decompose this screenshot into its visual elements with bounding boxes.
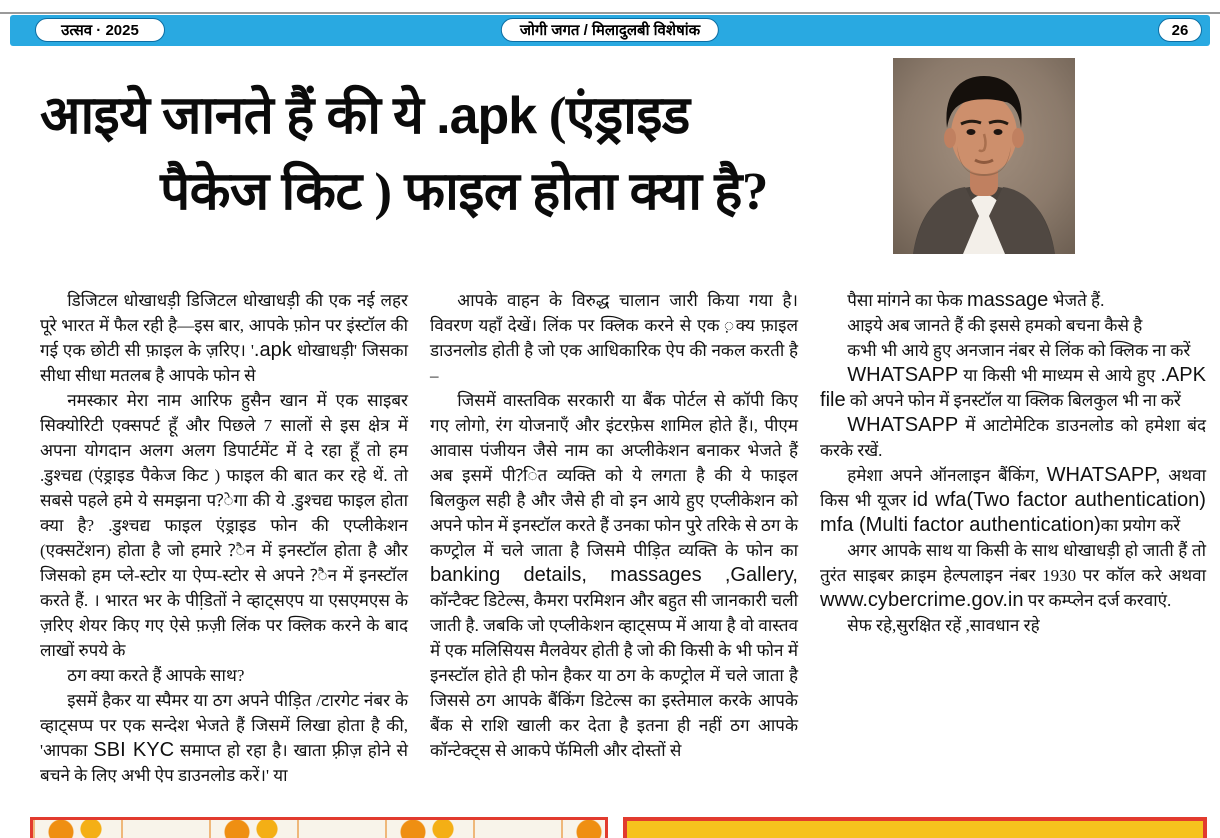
headline-line-2	[40, 154, 888, 230]
author-portrait-illustration	[893, 58, 1075, 254]
devanagari-text: समाप्त हो रहा है। खाता फ़्रीज़ होने से बचने के लिए अभी ऐप डाउनलोड करें।' या	[40, 741, 408, 785]
latin-text: massage	[966, 289, 1049, 311]
latin-text: .APK file	[820, 364, 1206, 411]
devanagari-text: पैसा मांगने का फेक	[847, 291, 967, 310]
devanagari-text: हमेशा अपने ऑनलाइन बैंकिंग,	[847, 466, 1047, 485]
devanagari-text: आपके वाहन के विरुद्ध चालान जारी किया गया है। विवरण यहाँ देखें। लिंक पर क्लिक करने से एक ़क्य फ़ाइल डाउनलोड होती है जो एक आधिकारिक ऐप की नकल करती है –	[430, 291, 798, 385]
latin-text: WHATSAPP	[847, 364, 959, 386]
devanagari-text: पर कम्प्लेन दर्ज करवाएं.	[1023, 591, 1172, 610]
paragraph	[40, 388, 408, 663]
devanagari-text: इसमें हैकर या स्पैमर या ठग अपने पीड़ित /टारगेट नंबर के व्हाट्सप्प पर एक सन्देश भेजते हैं जिसमें लिखा होता है की, 'आपका	[40, 691, 408, 760]
devanagari-text: आइये जानते हैं की ये	[40, 87, 437, 145]
devanagari-text: पैकेज किट ) फाइल होता क्या है?	[160, 163, 768, 221]
paragraph	[820, 363, 1206, 413]
page-number-badge: 26	[1158, 18, 1202, 42]
paragraph	[40, 688, 408, 788]
top-rule	[0, 12, 1220, 14]
paragraph	[820, 338, 1206, 363]
latin-text: .apk	[436, 87, 537, 145]
paragraph	[820, 313, 1206, 338]
latin-text: WHATSAPP	[847, 414, 959, 436]
masthead-bar	[10, 15, 1210, 46]
devanagari-text: धोखाधड़ी' जिसका सीधा सीधा मतलब है आपके फोन से	[40, 341, 408, 385]
devanagari-text: का प्रयोग करें	[1100, 516, 1181, 535]
latin-text: WHATSAPP,	[1046, 464, 1161, 486]
article-headline	[40, 78, 888, 230]
devanagari-text: या किसी भी माध्यम से आये हुए	[958, 366, 1161, 385]
author-photo	[893, 58, 1075, 254]
paragraph	[820, 538, 1206, 613]
latin-text: id wfa(Two factor authentication) mfa (Multi factor authentication)	[820, 489, 1206, 536]
paragraph	[430, 288, 798, 388]
latin-text: .apk	[253, 339, 292, 361]
devanagari-text: सेफ रहे,सुरक्षित रहें ,सावधान रहे	[847, 616, 1040, 635]
bottom-left-ad-box	[30, 817, 608, 838]
devanagari-text: आइये अब जानते हैं की इससे हमको बचना कैसे है	[847, 316, 1143, 335]
devanagari-text: को अपने फोन में इनस्टॉल या क्लिक बिलकुल भी ना करें	[845, 391, 1181, 410]
article-body	[40, 288, 1206, 788]
article-column-3	[820, 288, 1206, 788]
devanagari-text: ठग क्या करते हैं आपके साथ?	[67, 666, 245, 685]
paragraph	[430, 388, 798, 763]
bottom-right-ad-box	[623, 817, 1207, 838]
paragraph	[40, 288, 408, 388]
paragraph	[820, 413, 1206, 463]
devanagari-text: जिसमें वास्तविक सरकारी या बैंक पोर्टल से कॉपी किए गए लोगो, रंग योजनाएँ और इंटरफ़ेस शामिल होते हैं।, पीएम आवास पंजीयन जैसे नाम का अप्लीकेशन बनाकर भेजते हैं अब इसमें पी?ित व्यक्ति को ये लगता है की ये फाइल बिलकुल सही है और जैसे ही वो इन आये हुए एप्लीकेशन को अपने फोन में इनस्टॉल करते हैं उनका फोन पुरे तरिके से ठग के कण्ट्रोल में चले जाता है जिसमे पीड़ित व्यक्ति के फोन का	[430, 391, 798, 560]
paragraph	[820, 463, 1206, 538]
devanagari-text: डिजिटल धोखाधड़ी डिजिटल धोखाधड़ी की एक नई लहर पूरे भारत में फैल रही है—इस बार, आपके फ़ोन पर इंस्टॉल की गई एक छोटी सी फ़ाइल के ज़रिए। '	[40, 291, 408, 360]
paragraph	[820, 613, 1206, 638]
devanagari-text: भेजते हैं.	[1048, 291, 1105, 310]
paragraph	[40, 663, 408, 688]
publication-title-badge: जोगी जगत / मिलादुलबी विशेषांक	[501, 18, 719, 42]
devanagari-text: नमस्कार मेरा नाम आरिफ हुसैन खान में एक साइबर सिक्योरिटी एक्सपर्ट हूँ और पिछले 7 सालों से इस क्षेत्र में अपना योगदान अलग अलग डिपार्टमेंट में दे रहा हूँ तो हम .डुश्चद्य (एंड्राइड पैकेज किट ) फाइल की बात कर रहे थें. तो सबसे पहले हमे ये समझना प?ेगा की ये .डुश्चद्य फाइल होता क्या है? .डुश्चद्य फाइल एंड्राइड फोन की एप्लीकेशन (एक्सटेंशन) होता है जो हमारे ?ैन में इनस्टॉल होता है और जिसको हम प्ले-स्टोर या ऐप्प-स्टोर से अपने ?ैन में इनस्टॉल करते हैं. । भारत भर के पीडि़तों ने व्हाट्सएप या एसएमएस के ज़रिए शेयर किए गए ऐसे फ़ज़ी लिंक पर क्लिक करने के बाद लाखों रुपये के	[40, 391, 408, 660]
devanagari-text: में आटोमेटिक डाउनलोड को हमेशा बंद करके रखें.	[820, 416, 1206, 460]
latin-text: banking details, massages ,Gallery,	[430, 564, 798, 586]
devanagari-text: (एंड्राइड	[536, 87, 690, 145]
latin-text: SBI KYC	[93, 739, 175, 761]
devanagari-text: कभी भी आये हुए अनजान नंबर से लिंक को क्लिक ना करें	[847, 341, 1191, 360]
headline-line-1	[40, 78, 888, 154]
article-column-2	[430, 288, 798, 788]
paragraph	[820, 288, 1206, 313]
devanagari-text: कॉन्टैक्ट डिटेल्स, कैमरा परमिशन और बहुत सी जानकारी चली जाती है. जबकि जो एप्लीकेशन व्हाट्सप्प में आया है वो वास्तव में एक मलिसियस मैलवेयर होती है जो की किसी के भी फोन में इनस्टॉल होते ही फोन हैकर या ठग के कण्ट्रोल में चले जाता है जिससे ठग आपके बैंकिंग डिटेल्स का इस्तेमाल करके आपके बैंक से राशि खाली कर देता है इतना ही नहीं ठग आपके कॉन्टेक्ट्स से आकपे फॅमिली और दोस्तों से	[430, 591, 798, 760]
edition-badge: उत्सव · 2025	[35, 18, 165, 42]
devanagari-text: अथवा किस भी यूजर	[820, 466, 1206, 510]
latin-text: www.cybercrime.gov.in	[820, 589, 1024, 611]
devanagari-text: अगर आपके साथ या किसी के साथ धोखाधड़ी हो जाती हैं तो तुरंत साइबर क्राइम हेल्पलाइन नंबर 1930 पर कॉल करे अथवा	[820, 541, 1206, 585]
article-column-1	[40, 288, 408, 788]
